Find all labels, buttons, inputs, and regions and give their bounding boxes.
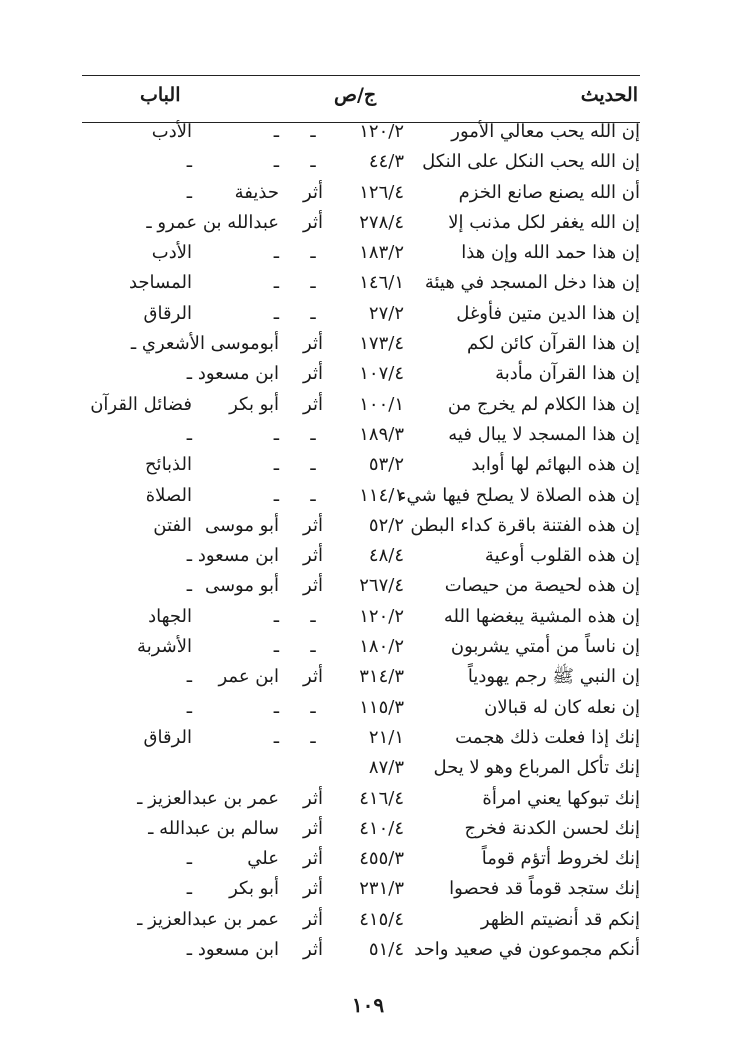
narrator: أبو بكر [229,878,279,900]
hadith-text: إن هذا الكلام لم يخرج من [447,393,640,415]
hadith-text: إنكم قد أنضيتم الظهر [480,908,640,930]
volume-page-ref: ٤١٦/٤ [359,787,404,809]
athar-marker: ـ [310,696,316,718]
narrator: ـ [273,696,279,718]
narrator: عبدالله بن عمرو ـ [146,211,279,233]
narrator: أبو موسى [204,514,279,536]
table-row [0,178,736,208]
chapter-name: ـ [186,151,192,173]
volume-page-ref: ٨٧/٣ [368,757,404,779]
volume-page-ref: ٣١٤/٣ [359,666,404,688]
chapter-name: ـ [186,575,192,597]
chapter-name: ـ [186,848,192,870]
athar-marker: ـ [310,302,316,324]
athar-marker: أثر [303,575,323,597]
hadith-text: إن ناساً من أمتي يشربون [450,636,640,658]
athar-marker: أثر [303,787,323,809]
athar-marker: أثر [303,363,323,385]
chapter-name: ـ [186,545,192,567]
volume-page-ref: ١١٥/٣ [359,696,404,718]
table-row [0,359,736,389]
table-row [0,390,736,420]
hadith-text: أنكم مجموعون في صعيد واحد [414,939,640,961]
athar-marker: ـ [310,151,316,173]
chapter-name: الأدب [151,121,192,142]
table-row [0,935,736,965]
hadith-text: إن هذه البهائم لها أوابد [471,454,640,476]
table-row [0,268,736,298]
athar-marker: ـ [310,636,316,658]
table-row [0,662,736,692]
volume-page-ref: ٥١/٤ [368,939,404,961]
table-row [0,117,736,147]
table-row [0,905,736,935]
chapter-name: ـ [186,181,192,203]
athar-marker: أثر [303,848,323,870]
chapter-name: المساجد [128,272,192,294]
chapter-name: ـ [186,423,192,445]
hadith-text: إن الله يحب النكل على النكل [422,151,640,173]
chapter-name: الصلاة [145,484,192,506]
volume-page-ref: ٢٧٨/٤ [359,211,404,233]
hadith-text: أن الله يصنع صانع الخزم [458,181,640,203]
athar-marker: أثر [303,939,323,961]
athar-marker: ـ [310,242,316,264]
volume-page-ref: ٤١٠/٤ [359,817,404,839]
volume-page-ref: ١٤٦/١ [359,272,404,294]
hadith-text: إنك إذا فعلت ذلك هجمت [455,726,640,748]
volume-page-ref: ١٨٠/٢ [359,636,404,658]
volume-page-ref: ١١٤/١ [359,484,404,506]
athar-marker: أثر [303,181,323,203]
volume-page-ref: ١٧٣/٤ [359,333,404,355]
hadith-text: إن هذا الدين متين فأوغل [456,302,640,324]
hadith-text: إن هذا دخل المسجد في هيئة [424,272,640,294]
hadith-index-table [0,117,736,965]
narrator: عمر بن عبدالعزيز ـ [137,908,279,930]
athar-marker: أثر [303,908,323,930]
table-row [0,814,736,844]
athar-marker: ـ [310,605,316,627]
table-row [0,784,736,814]
narrator: ابن عمر [218,666,279,688]
chapter-name: الرقاق [143,726,192,748]
table-row [0,602,736,632]
narrator: علي [247,848,279,870]
table-row [0,571,736,601]
narrator: ـ [273,484,279,506]
table-row [0,844,736,874]
hadith-text: إنك ستجد قوماً قد فحصوا [449,878,640,900]
narrator: ـ [273,726,279,748]
narrator: ـ [273,605,279,627]
athar-marker: ـ [310,454,316,476]
narrator: ـ [273,151,279,173]
athar-marker: ـ [310,726,316,748]
volume-page-ref: ٤١٥/٤ [359,908,404,930]
narrator: أبو موسى [204,575,279,597]
volume-page-ref: ٥٢/٢ [368,514,404,536]
table-row [0,481,736,511]
hadith-text: إن هذه لحيصة من حيصات [444,575,640,597]
table-row [0,541,736,571]
narrator: عمر بن عبدالعزيز ـ [137,787,279,809]
hadith-text: إن النبي ﷺ رجم يهودياً [467,666,640,688]
narrator: ابن مسعود [197,363,279,385]
athar-marker: أثر [303,817,323,839]
volume-page-ref: ٥٣/٢ [368,454,404,476]
narrator: ـ [273,423,279,445]
table-row [0,632,736,662]
volume-page-ref: ٢٧/٢ [368,302,404,324]
athar-marker: أثر [303,211,323,233]
athar-marker: أثر [303,545,323,567]
narrator: ـ [273,454,279,476]
volume-page-ref: ٤٤/٣ [368,151,404,173]
chapter-name: الأشربة [137,636,192,658]
hadith-text: إن هذه الفتنة باقرة كداء البطن [410,514,640,536]
volume-page-ref: ١٨٣/٢ [359,242,404,264]
athar-marker: أثر [303,878,323,900]
table-row [0,299,736,329]
table-row [0,874,736,904]
table-row [0,420,736,450]
hadith-text: إن هذه القلوب أوعية [484,545,640,567]
narrator: ـ [273,272,279,294]
hadith-text: إن الله يحب معالي الأمور [451,121,640,142]
volume-page-ref: ٢٦٧/٤ [359,575,404,597]
volume-page-ref: ٤٥٥/٣ [359,848,404,870]
chapter-name: ـ [186,666,192,688]
narrator: أبوموسى الأشعري ـ [130,333,279,355]
volume-page-ref: ٢١/١ [368,726,404,748]
volume-page-ref: ١٢٠/٢ [359,121,404,142]
volume-page-ref: ٤٨/٤ [368,545,404,567]
athar-marker: ـ [310,484,316,506]
hadith-text: إن الله يغفر لكل مذنب إلا [448,211,640,233]
chapter-name: الأدب [151,242,192,264]
narrator: سالم بن عبدالله ـ [148,817,279,839]
volume-page-ref: ١٠٠/١ [359,393,404,415]
athar-marker: ـ [310,423,316,445]
chapter-name: فضائل القرآن [90,393,192,415]
chapter-name: الجهاد [148,605,192,627]
page-number: ١٠٩ [351,993,385,1017]
volume-page-ref: ١٨٩/٣ [359,423,404,445]
chapter-name: ـ [186,878,192,900]
table-row [0,450,736,480]
narrator: ابن مسعود [197,939,279,961]
header-hadith: الحديث [580,84,638,106]
table-row [0,329,736,359]
hadith-text: إن هذا القرآن كائن لكم [467,333,640,355]
hadith-text: إن هذا المسجد لا يبال فيه [448,423,640,445]
hadith-text: إن هذا حمد الله وإن هذا [461,242,640,264]
chapter-name: ـ [186,363,192,385]
header-volume-page: ج/ص [334,84,377,106]
hadith-text: إن هذه الصلاة لا يصلح فيها شيء [397,484,640,506]
hadith-text: إنك لحسن الكدنة فخرج [464,817,640,839]
narrator: ـ [273,242,279,264]
header-chapter: الباب [140,84,181,106]
table-row [0,238,736,268]
narrator: ابن مسعود [197,545,279,567]
volume-page-ref: ١٢٦/٤ [359,181,404,203]
chapter-name: الفتن [153,514,192,536]
chapter-name: الرقاق [143,302,192,324]
chapter-name: الذبائح [144,454,192,476]
chapter-name: ـ [186,696,192,718]
narrator: ـ [273,302,279,324]
narrator: ـ [273,636,279,658]
hadith-text: إنك لخروط أتؤم قوماً [481,848,640,870]
table-row [0,723,736,753]
athar-marker: أثر [303,666,323,688]
chapter-name: ـ [186,939,192,961]
table-row [0,753,736,783]
hadith-text: إن هذه المشية يبغضها الله [443,605,640,627]
athar-marker: أثر [303,333,323,355]
narrator: أبو بكر [229,393,279,415]
table-row [0,147,736,177]
narrator: حذيفة [234,181,279,203]
athar-marker: ـ [310,272,316,294]
table-row [0,511,736,541]
table-row [0,693,736,723]
volume-page-ref: ١٢٠/٢ [359,605,404,627]
narrator: ـ [273,121,279,142]
athar-marker: ـ [310,121,316,142]
hadith-text: إن نعله كان له قبالان [484,696,640,718]
volume-page-ref: ١٠٧/٤ [359,363,404,385]
volume-page-ref: ٢٣١/٣ [359,878,404,900]
athar-marker: أثر [303,514,323,536]
table-row [0,208,736,238]
top-rule [82,75,640,76]
hadith-text: إن هذا القرآن مأدبة [495,363,640,385]
hadith-text: إنك تأكل المرباع وهو لا يحل [433,757,640,779]
athar-marker: أثر [303,393,323,415]
hadith-text: إنك تبوكها يعني امرأة [482,787,640,809]
